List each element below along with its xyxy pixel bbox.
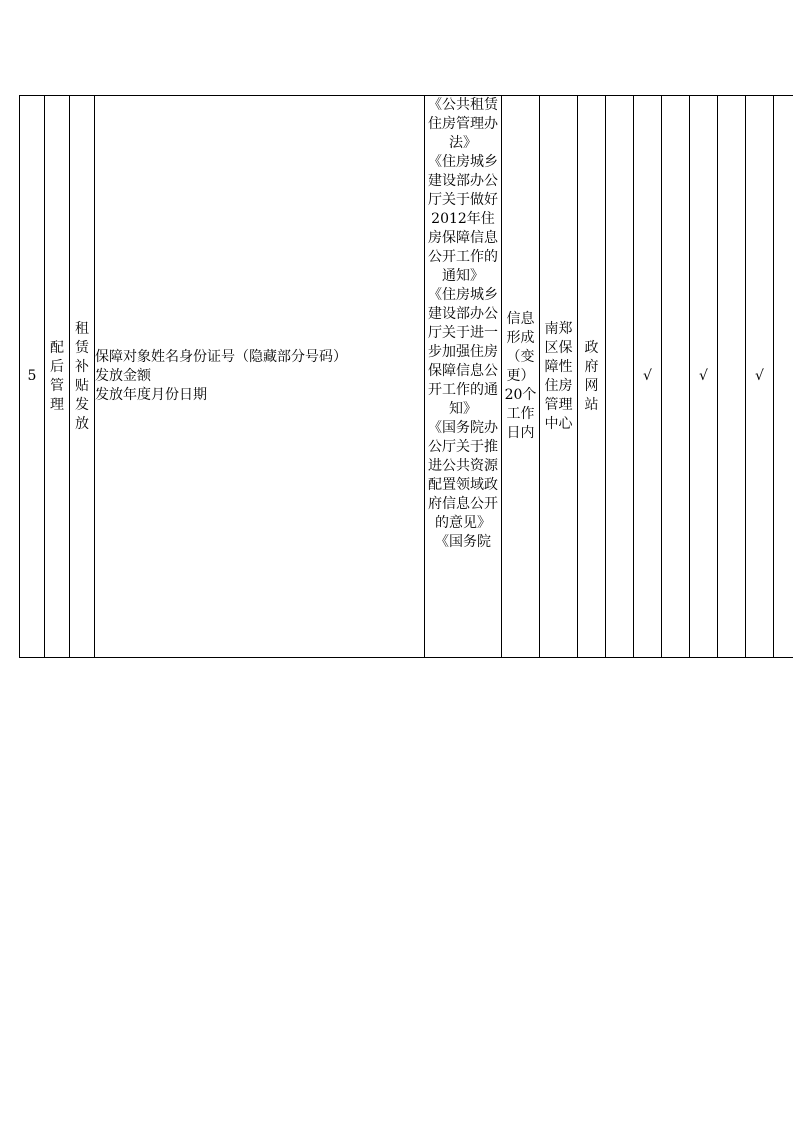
check-cell-3: [662, 96, 690, 658]
item-cell: [70, 96, 95, 658]
check-cell-2: [634, 96, 662, 658]
check-cell-1: [606, 96, 634, 658]
content-text: 保障对象姓名身份证号（隐藏部分号码） 发放金额 发放年度月份日期: [95, 349, 347, 403]
basis-text: 《公共租赁住房管理办法》 《住房城乡建设部办公厅关于做好2012年住房保障信息公开工作的通知》 《住房城乡建设部办公厅关于进一步加强住房保障信息公开工作的通知》 《国务院办公厅关于推进公共资源配置领域政府信息公开的意见》 《国务院: [428, 97, 498, 550]
category-cell: [45, 96, 70, 658]
check-cell-7: [774, 96, 793, 658]
disclosure-table: [19, 95, 793, 658]
row-index: 5: [27, 368, 37, 384]
basis-cell: [425, 96, 502, 658]
table-row: [20, 96, 793, 658]
check-mark-4: √: [699, 368, 708, 384]
check-mark-6: √: [755, 368, 764, 384]
category-text: 配后管理: [50, 339, 64, 413]
check-cell-6: [746, 96, 774, 658]
row-index-cell: [20, 96, 45, 658]
check-mark-2: √: [643, 368, 652, 384]
check-cell-4: [690, 96, 718, 658]
content-cell: [95, 96, 425, 658]
check-cell-5: [718, 96, 746, 658]
channel-cell: [578, 96, 606, 658]
timeframe-cell: [502, 96, 540, 658]
channel-text: 政府网站: [584, 339, 599, 413]
item-text: 租赁补贴发放: [75, 320, 89, 432]
subject-text: 南郑区保障性住房管理中心: [544, 320, 573, 432]
timeframe-text: 信息形成（变更）20个工作日内: [504, 311, 537, 441]
subject-cell: [540, 96, 578, 658]
